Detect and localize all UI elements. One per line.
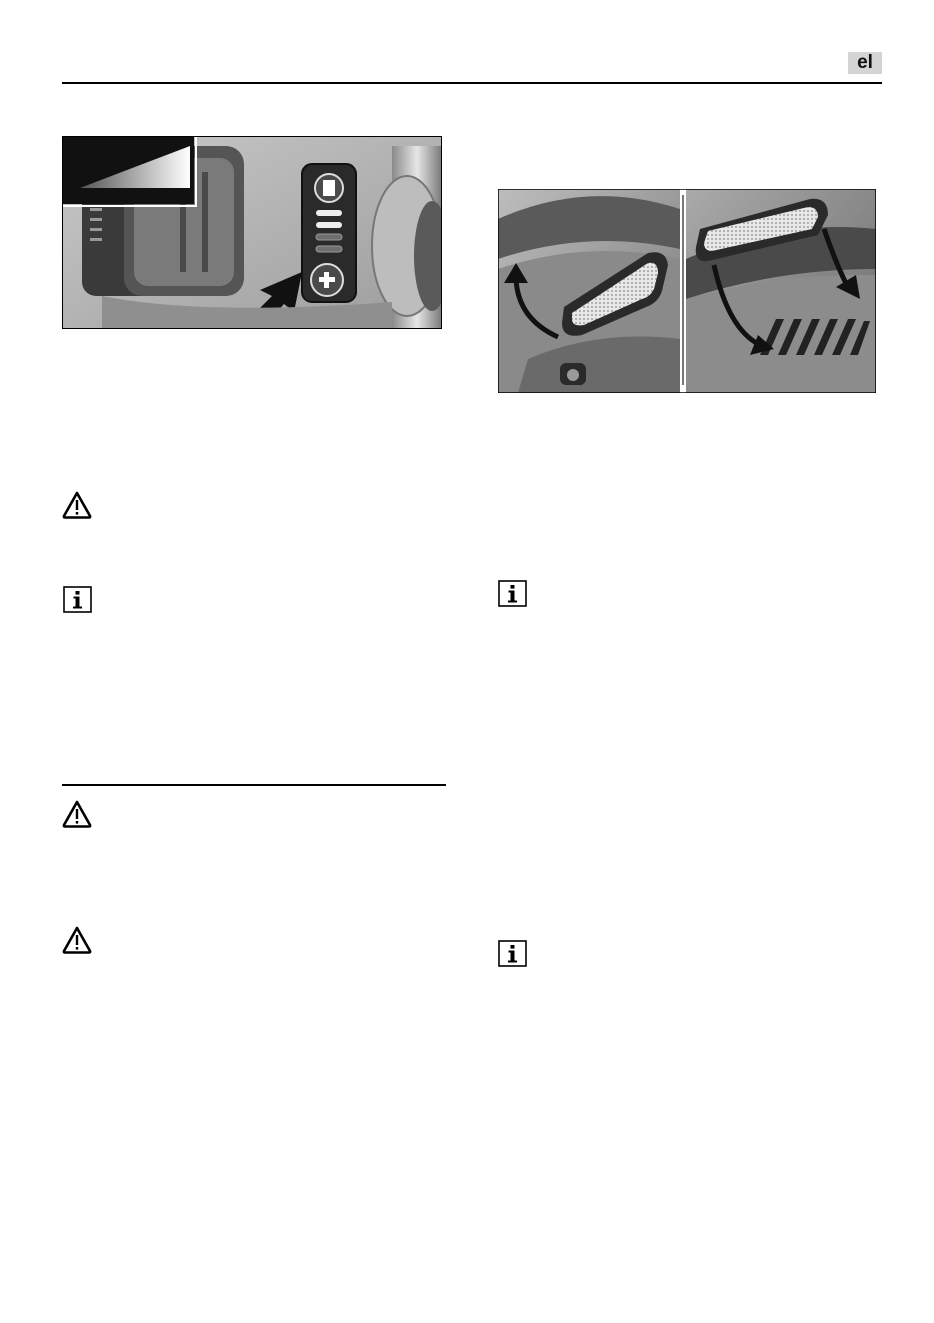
speed-control-illustration <box>62 136 442 329</box>
warning-triangle-icon <box>62 491 92 519</box>
header-rule <box>62 82 882 84</box>
filter-replacement-illustration <box>498 189 876 393</box>
warning-triangle-icon <box>62 926 92 954</box>
warning-triangle-icon <box>62 800 92 828</box>
speed-control-figure <box>62 136 442 329</box>
info-icon <box>63 586 92 613</box>
section-divider <box>62 784 446 786</box>
filter-replacement-figure <box>498 189 876 393</box>
info-icon <box>498 580 527 607</box>
language-badge: el <box>848 52 882 74</box>
info-icon <box>498 940 527 967</box>
